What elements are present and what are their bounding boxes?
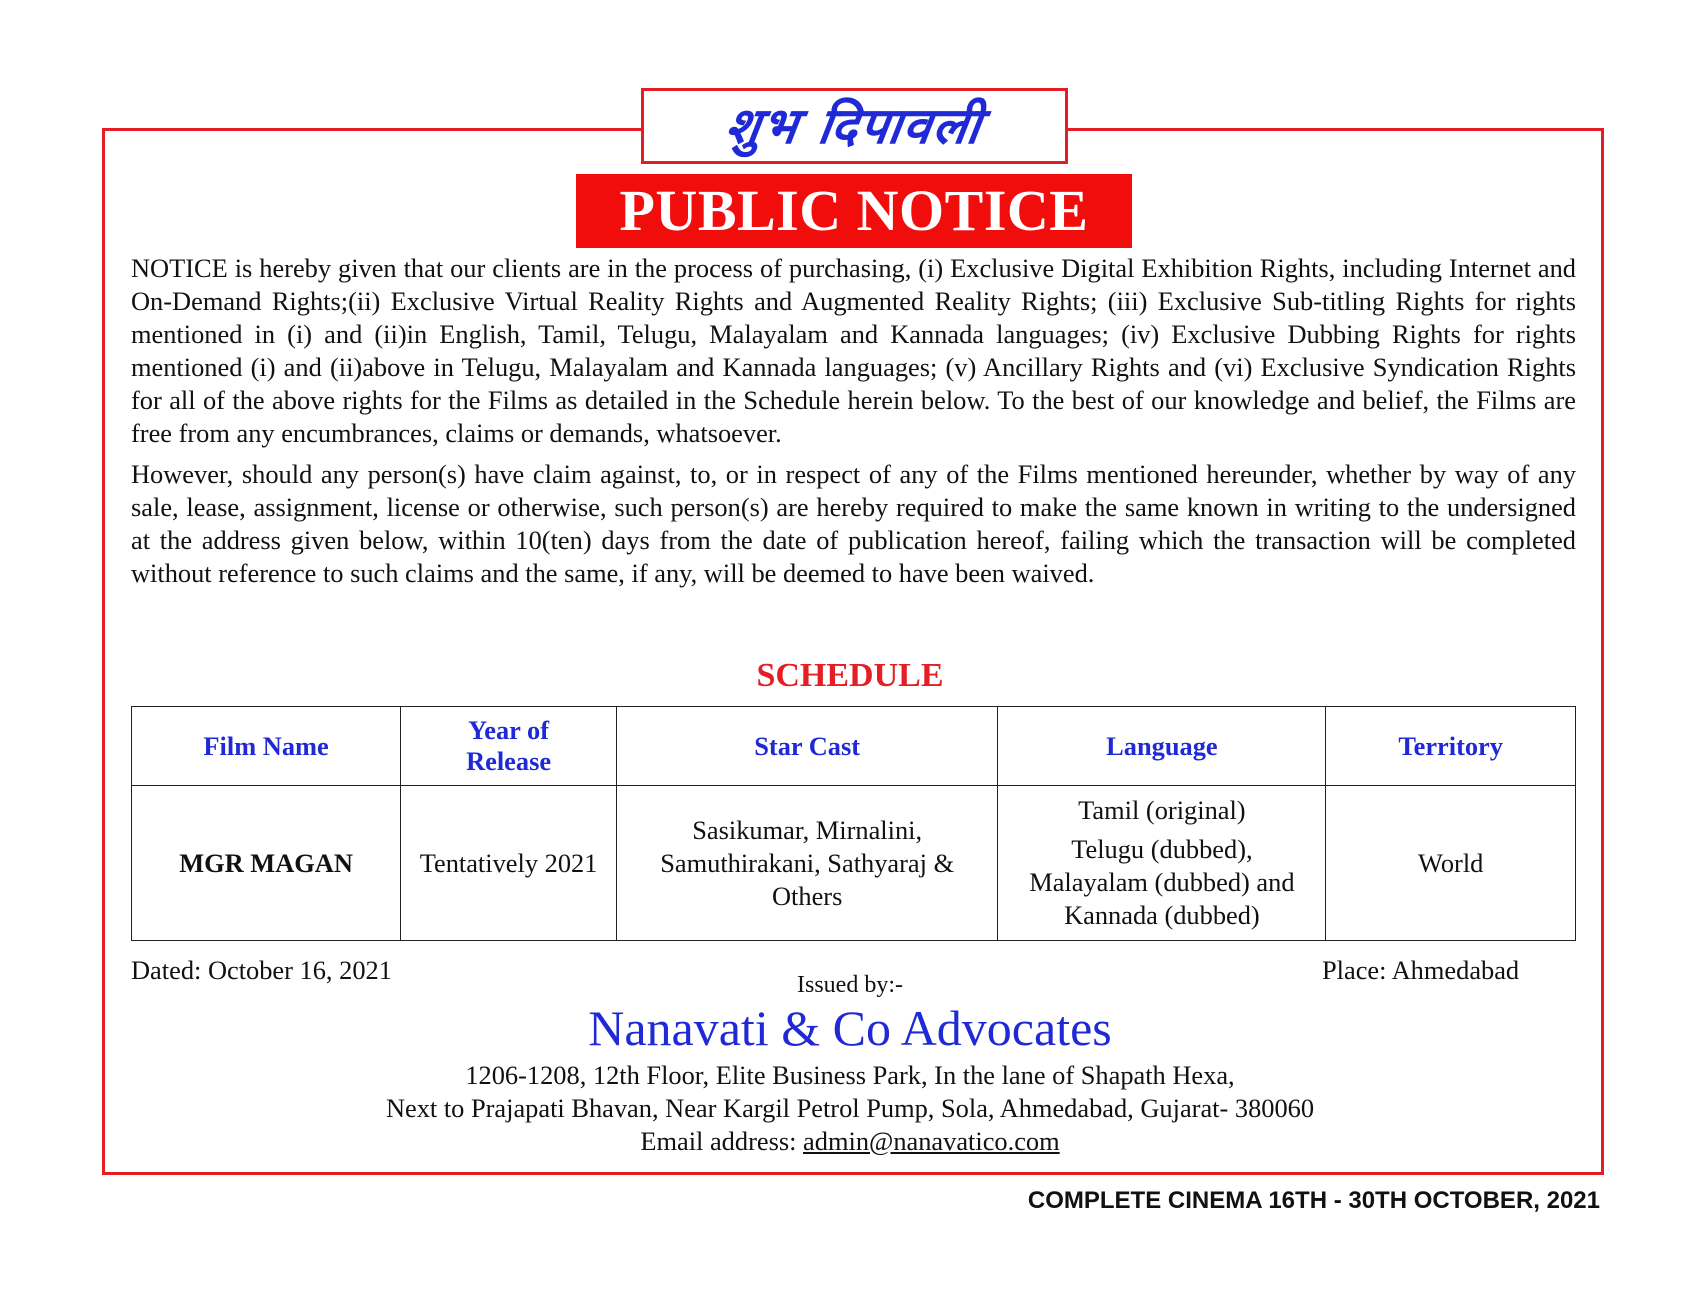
star-cast-line-3: Others: [771, 880, 843, 911]
cell-year: Tentatively 2021: [401, 786, 617, 941]
language-line-2: Telugu (dubbed),: [1071, 834, 1253, 864]
address-line-1: 1206-1208, 12th Floor, Elite Business Park, In the lane of Shapath Hexa,: [465, 1060, 1235, 1090]
issued-by-text: Issued by:-: [797, 972, 903, 998]
language-line-3: Malayalam (dubbed) and: [1029, 867, 1295, 897]
page-title: PUBLIC NOTICE: [576, 174, 1132, 248]
header-year-of-release: [401, 707, 617, 786]
greeting-text: शुभ दिपावली: [722, 97, 987, 155]
table-header-row: [132, 707, 1576, 786]
table-row: [132, 786, 1576, 941]
email-link[interactable]: admin@nanavatico.com: [803, 1126, 1060, 1156]
address-block: [0, 1059, 1700, 1158]
notice-body: [131, 252, 1576, 590]
notice-paragraph-1: NOTICE is hereby given that our clients are in the process of purchasing, (i) Exclusive Digital Exhibition Rights, including Internet and On-Demand Rights;(ii) Exclusive Virtual Reality Rights and Augmented Reality Rights; (iii) Exclusive Sub-titling Rights for rights mentioned in (i) and (ii)in English, Tamil, Telugu, Malayalam and Kannada languages; (iv) Exclusive Dubbing Rights for rights mentioned (i) and (ii)above in Telugu, Malayalam and Kannada languages; (v) Ancillary Rights and (vi) Exclusive Syndication Rights for all of the above rights for the Films as detailed in the Schedule herein below. To the best of our knowledge and belief, the Films are free from any encumbrances, claims or demands, whatsoever.: [131, 253, 1576, 448]
firm-name: Nanavati & Co Advocates: [588, 1000, 1112, 1056]
greeting-box: [641, 88, 1068, 164]
address-line-2: Next to Prajapati Bhavan, Near Kargil Petrol Pump, Sola, Ahmedabad, Gujarat- 380060: [385, 1093, 1315, 1123]
header-year-line-2: Release: [466, 746, 552, 776]
header-star-cast: Star Cast: [616, 707, 997, 786]
place-text: Place: Ahmedabad: [1322, 955, 1520, 985]
publication-footer: COMPLETE CINEMA 16TH - 30TH OCTOBER, 2021: [1027, 1187, 1600, 1214]
cell-language: [998, 786, 1326, 941]
schedule-table: [131, 706, 1576, 941]
language-line-4: Kannada (dubbed): [1064, 900, 1260, 930]
star-cast-line-2: Samuthirakani, Sathyaraj &: [660, 847, 955, 878]
email-label: Email address:: [640, 1126, 804, 1156]
dated-text: Dated: October 16, 2021: [131, 955, 392, 985]
header-film-name: Film Name: [132, 707, 401, 786]
header-language: Language: [998, 707, 1326, 786]
cell-film-name: MGR MAGAN: [132, 786, 401, 941]
email-line: [0, 1125, 1700, 1158]
cell-territory: World: [1326, 786, 1576, 941]
schedule-title: SCHEDULE: [756, 657, 944, 694]
cell-star-cast: [616, 786, 997, 941]
language-line-1: Tamil (original): [1078, 795, 1246, 825]
header-territory: Territory: [1326, 707, 1576, 786]
notice-paragraph-2: However, should any person(s) have claim against, to, or in respect of any of the Films mentioned hereunder, whether by way of any sale, lease, assignment, license or otherwise, such person(s) are hereby required to make the same known in writing to the undersigned at the address given below, within 10(ten) days from the date of publication hereof, failing which the transaction will be completed without reference to such claims and the same, if any, will be deemed to have been waived.: [131, 459, 1576, 588]
star-cast-line-1: Sasikumar, Mirnalini,: [692, 814, 923, 845]
header-year-line-1: Year of: [468, 715, 549, 745]
